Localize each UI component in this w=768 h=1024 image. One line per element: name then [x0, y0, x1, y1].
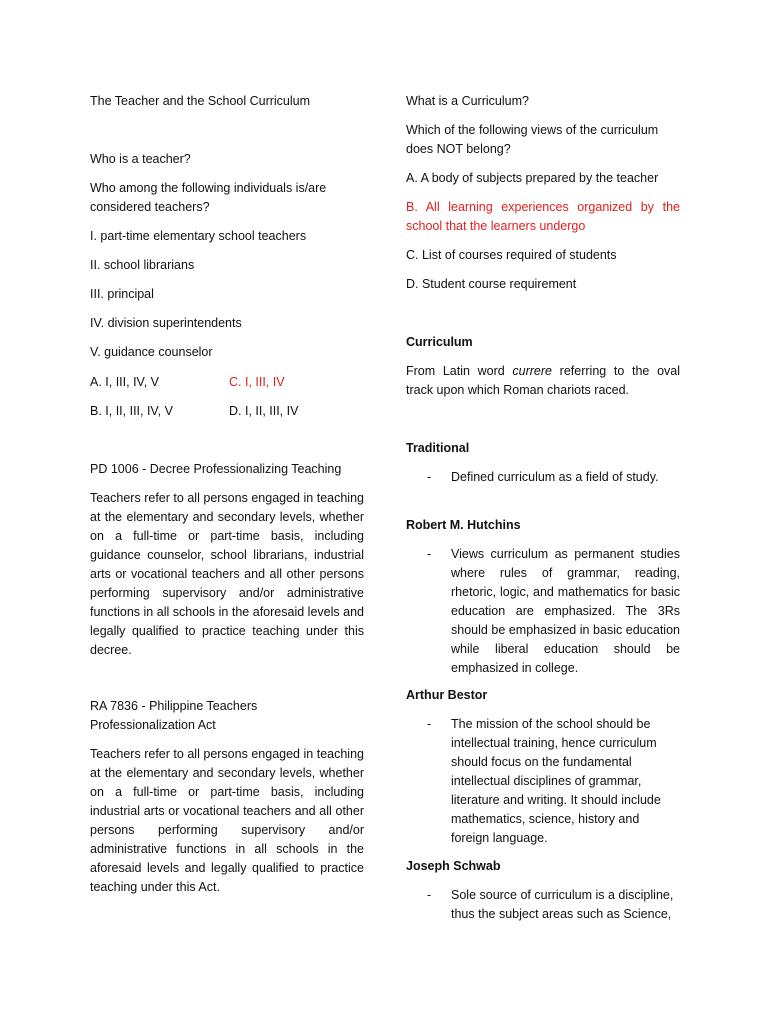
curriculum-text-post: referring to the oval track upon which Roman chariots raced.: [406, 364, 680, 397]
ra-7836-heading-line2: Professionalization Act: [90, 718, 216, 732]
traditional-text: Defined curriculum as a field of study.: [451, 470, 659, 484]
list-item: IV. division superintendents: [90, 316, 242, 330]
schwab-text: Sole source of curriculum is a discipline, thus the subject areas such as Science,: [451, 888, 674, 921]
option-a: A. A body of subjects prepared by the teacher: [406, 171, 659, 185]
list-item: II. school librarians: [90, 258, 195, 272]
bestor-text: The mission of the school should be intellectual training, hence curriculum should focus on the fundamental intellectual disciplines of grammar, literature and writing. It should include mathematics, science, history and foreign language.: [451, 717, 661, 845]
curriculum-heading: Curriculum: [406, 335, 473, 349]
currere-term: currere: [512, 364, 552, 378]
curriculum-definition: [406, 362, 680, 400]
ra-7836-text: Teachers refer to all persons engaged in teaching at the elementary and secondary levels, whether on a full-time or part-time basis, including industrial arts or vocational teachers and all other persons performing supervisory and/or administrative functions in all schools in the aforesaid levels and legally qualified to practice teaching under this Act.: [90, 747, 364, 894]
option-b-answer: B. All learning experiences organized by the school that the learners undergo: [406, 200, 680, 233]
choice-d: D. I, II, III, IV: [229, 404, 299, 418]
traditional-heading: Traditional: [406, 441, 470, 455]
who-is-teacher-question: Who among the following individuals is/are considered teachers?: [90, 181, 327, 214]
list-item: V. guidance counselor: [90, 345, 213, 359]
choice-c-answer: C. I, III, IV: [229, 375, 285, 389]
option-d: D. Student course requirement: [406, 277, 577, 291]
dash-marker: -: [427, 547, 432, 561]
hutchins-text: Views curriculum as permanent studies where rules of grammar, reading, rhetoric, logic, and mathematics for basic education are emphasized. The 3Rs should be emphasized in basic education while liberal education should be emphasized in college.: [451, 547, 680, 675]
pd-1006-heading: PD 1006 - Decree Professionalizing Teaching: [90, 462, 342, 476]
dash-marker: -: [427, 888, 432, 902]
ra-7836-heading-line1: RA 7836 - Philippine Teachers: [90, 699, 258, 713]
schwab-heading: Joseph Schwab: [406, 859, 501, 873]
curriculum-question: Which of the following views of the curriculum does NOT belong?: [406, 123, 659, 156]
list-item: III. principal: [90, 287, 154, 301]
bestor-heading: Arthur Bestor: [406, 688, 488, 702]
who-is-teacher-heading: Who is a teacher?: [90, 152, 191, 166]
doc-title: The Teacher and the School Curriculum: [90, 94, 311, 108]
curriculum-text-pre: From Latin word: [406, 364, 513, 378]
pd-1006-text: Teachers refer to all persons engaged in teaching at the elementary and secondary levels, whether on a full-time or part-time basis, including guidance counselor, school librarians, industrial arts or vocational teachers and all other persons performing supervisory and/or administrative functions in all schools in the aforesaid levels and legally qualified to practice teaching under this decree.: [90, 491, 364, 657]
dash-marker: -: [427, 717, 432, 731]
choice-a: A. I, III, IV, V: [90, 375, 160, 389]
what-is-curriculum-heading: What is a Curriculum?: [406, 94, 529, 108]
list-item: I. part-time elementary school teachers: [90, 229, 307, 243]
hutchins-heading: Robert M. Hutchins: [406, 518, 521, 532]
option-c: C. List of courses required of students: [406, 248, 617, 262]
dash-marker: -: [427, 470, 432, 484]
choice-b: B. I, II, III, IV, V: [90, 404, 173, 418]
